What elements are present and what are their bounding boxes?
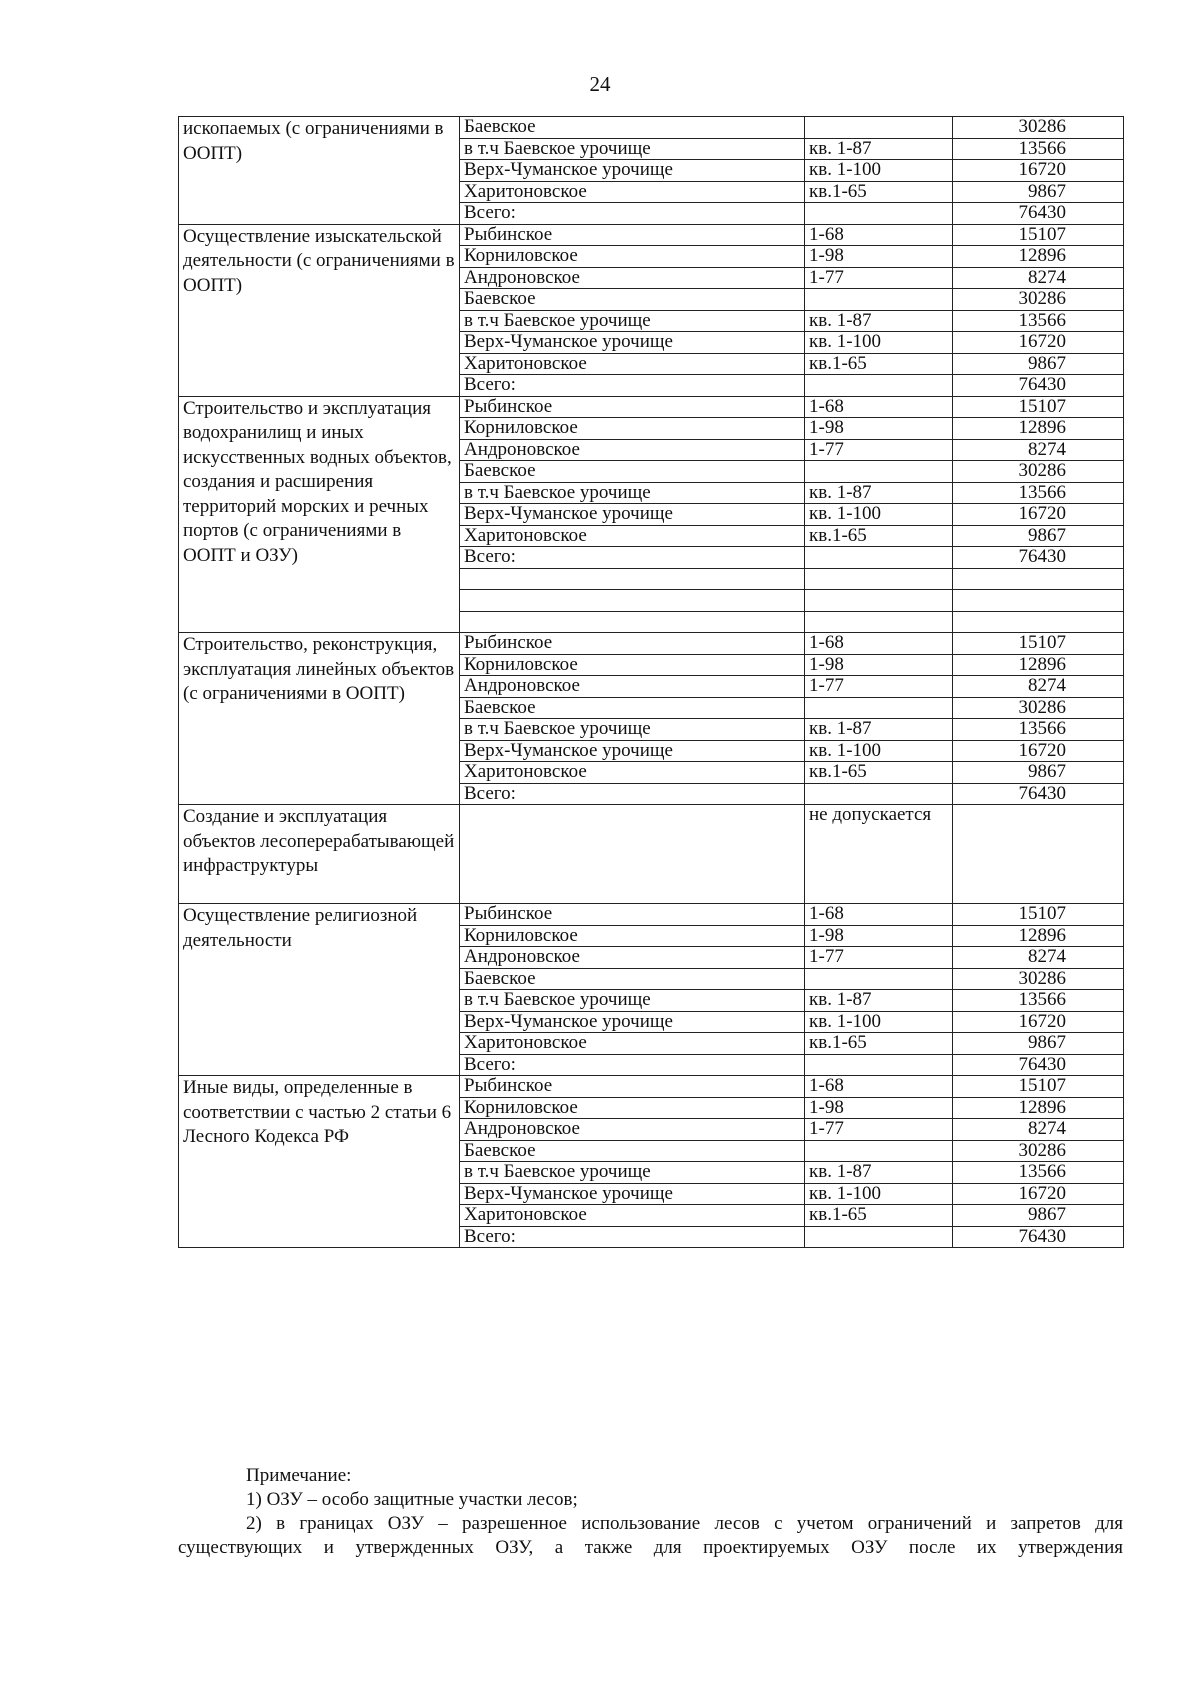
forestry-cell: Баевское	[460, 461, 805, 483]
table-row	[179, 904, 1124, 926]
purpose-cell: Строительство и эксплуатация водохранилищ и иных искусственных водных объектов, создания и расширения территорий морских и речных портов (с ограничениями в ООПТ и ОЗУ)	[179, 396, 460, 633]
area-cell: 30286	[953, 697, 1124, 719]
area-cell: 30286	[953, 968, 1124, 990]
note-item-1: 1) ОЗУ – особо защитные участки лесов;	[246, 1489, 578, 1510]
forestry-cell: Всего:	[460, 783, 805, 805]
area-cell: 16720	[953, 1011, 1124, 1033]
forestry-cell: Баевское	[460, 117, 805, 139]
forestry-cell	[460, 611, 805, 633]
blocks-cell	[805, 547, 953, 569]
area-cell: 30286	[953, 461, 1124, 483]
area-cell: 9867	[953, 181, 1124, 203]
purpose-cell: Иные виды, определенные в соответствии с частью 2 статьи 6 Лесного Кодекса РФ	[179, 1076, 460, 1248]
forestry-cell: Верх-Чуманское урочище	[460, 504, 805, 526]
table-row	[179, 224, 1124, 246]
blocks-cell: 1-77	[805, 439, 953, 461]
area-cell: 8274	[953, 1119, 1124, 1141]
blocks-cell	[805, 611, 953, 633]
blocks-cell	[805, 697, 953, 719]
purpose-cell: Создание и эксплуатация объектов лесоперерабатывающей инфраструктуры	[179, 805, 460, 904]
blocks-cell	[805, 1226, 953, 1248]
blocks-cell	[805, 968, 953, 990]
area-cell: 12896	[953, 418, 1124, 440]
forestry-cell: Харитоновское	[460, 525, 805, 547]
page-number: 24	[589, 72, 611, 96]
area-cell: 9867	[953, 1205, 1124, 1227]
forestry-cell: Андроновское	[460, 947, 805, 969]
forestry-cell	[460, 590, 805, 612]
area-cell: 9867	[953, 762, 1124, 784]
blocks-cell	[805, 289, 953, 311]
area-cell: 9867	[953, 1033, 1124, 1055]
area-cell: 76430	[953, 375, 1124, 397]
blocks-cell	[805, 117, 953, 139]
area-cell: 76430	[953, 1226, 1124, 1248]
blocks-cell: 1-68	[805, 224, 953, 246]
forestry-cell: в т.ч Баевское урочище	[460, 138, 805, 160]
area-cell: 76430	[953, 547, 1124, 569]
forestry-cell: в т.ч Баевское урочище	[460, 1162, 805, 1184]
note-item-2-line-1: 2) в границах ОЗУ – разрешенное использование лесов с учетом ограничений и запретов для	[246, 1513, 1123, 1534]
forestry-cell: Всего:	[460, 203, 805, 225]
area-cell: 30286	[953, 289, 1124, 311]
blocks-cell	[805, 375, 953, 397]
forestry-cell: Рыбинское	[460, 396, 805, 418]
blocks-cell: 1-77	[805, 1119, 953, 1141]
blocks-cell: кв. 1-100	[805, 1011, 953, 1033]
area-cell: 76430	[953, 1054, 1124, 1076]
area-cell: 16720	[953, 160, 1124, 182]
area-cell: 15107	[953, 224, 1124, 246]
forestry-cell: Харитоновское	[460, 1033, 805, 1055]
area-cell: 30286	[953, 1140, 1124, 1162]
area-cell: 13566	[953, 1162, 1124, 1184]
note-title: Примечание:	[246, 1465, 352, 1486]
area-cell: 13566	[953, 482, 1124, 504]
forestry-cell: Корниловское	[460, 654, 805, 676]
blocks-cell: кв. 1-100	[805, 504, 953, 526]
note-item-2-line-2: существующих и утвержденных ОЗУ, а также для проектируемых ОЗУ после их утверждения	[178, 1537, 1123, 1558]
forestry-cell: Рыбинское	[460, 224, 805, 246]
area-cell: 8274	[953, 439, 1124, 461]
forestry-cell: Корниловское	[460, 246, 805, 268]
forestry-cell: Верх-Чуманское урочище	[460, 1183, 805, 1205]
area-cell: 15107	[953, 396, 1124, 418]
blocks-cell: кв. 1-100	[805, 160, 953, 182]
forestry-cell: Корниловское	[460, 418, 805, 440]
area-cell: 13566	[953, 719, 1124, 741]
forestry-cell: в т.ч Баевское урочище	[460, 719, 805, 741]
blocks-cell: кв. 1-100	[805, 332, 953, 354]
area-cell: 12896	[953, 246, 1124, 268]
blocks-cell: кв.1-65	[805, 525, 953, 547]
blocks-cell: 1-98	[805, 1097, 953, 1119]
forestry-cell: Верх-Чуманское урочище	[460, 332, 805, 354]
blocks-cell: кв. 1-87	[805, 1162, 953, 1184]
forestry-cell	[460, 568, 805, 590]
area-cell	[953, 805, 1124, 904]
blocks-cell: 1-98	[805, 418, 953, 440]
purpose-cell: ископаемых (с ограничениями в ООПТ)	[179, 117, 460, 225]
forestry-cell: Харитоновское	[460, 762, 805, 784]
blocks-cell: кв. 1-100	[805, 740, 953, 762]
area-cell: 13566	[953, 138, 1124, 160]
blocks-cell: кв. 1-87	[805, 719, 953, 741]
area-cell: 15107	[953, 1076, 1124, 1098]
area-cell	[953, 611, 1124, 633]
blocks-cell: 1-68	[805, 904, 953, 926]
forestry-cell: Харитоновское	[460, 1205, 805, 1227]
blocks-cell	[805, 783, 953, 805]
forestry-cell: Верх-Чуманское урочище	[460, 1011, 805, 1033]
blocks-cell: кв. 1-87	[805, 482, 953, 504]
purpose-cell: Строительство, реконструкция, эксплуатация линейных объектов (с ограничениями в ООПТ)	[179, 633, 460, 805]
forestry-cell: Андроновское	[460, 267, 805, 289]
table-row	[179, 805, 1124, 904]
blocks-cell: кв.1-65	[805, 762, 953, 784]
forestry-cell: Рыбинское	[460, 633, 805, 655]
blocks-cell: кв. 1-87	[805, 990, 953, 1012]
blocks-cell: 1-98	[805, 246, 953, 268]
area-cell: 13566	[953, 310, 1124, 332]
blocks-cell: 1-68	[805, 396, 953, 418]
table-row	[179, 117, 1124, 139]
area-cell: 15107	[953, 633, 1124, 655]
area-cell: 9867	[953, 353, 1124, 375]
forestry-cell: Андроновское	[460, 439, 805, 461]
area-cell: 8274	[953, 947, 1124, 969]
blocks-cell: кв. 1-100	[805, 1183, 953, 1205]
forestry-cell: Харитоновское	[460, 353, 805, 375]
area-cell: 16720	[953, 1183, 1124, 1205]
area-cell: 13566	[953, 990, 1124, 1012]
forestry-cell: в т.ч Баевское урочище	[460, 990, 805, 1012]
area-cell	[953, 590, 1124, 612]
blocks-cell: 1-98	[805, 654, 953, 676]
forestry-cell: Всего:	[460, 547, 805, 569]
forestry-cell: Верх-Чуманское урочище	[460, 740, 805, 762]
table-row	[179, 396, 1124, 418]
area-cell	[953, 568, 1124, 590]
blocks-cell: 1-68	[805, 633, 953, 655]
blocks-cell: 1-68	[805, 1076, 953, 1098]
blocks-cell: не допускается	[805, 805, 953, 904]
purpose-cell: Осуществление изыскательской деятельности (с ограничениями в ООПТ)	[179, 224, 460, 396]
blocks-cell: кв. 1-87	[805, 138, 953, 160]
forestry-cell: Харитоновское	[460, 181, 805, 203]
blocks-cell: кв.1-65	[805, 353, 953, 375]
forestry-cell: Андроновское	[460, 1119, 805, 1141]
blocks-cell	[805, 203, 953, 225]
area-cell: 30286	[953, 117, 1124, 139]
forestry-cell: Баевское	[460, 289, 805, 311]
forestry-cell: Корниловское	[460, 1097, 805, 1119]
forestry-cell: Рыбинское	[460, 1076, 805, 1098]
forestry-cell: Рыбинское	[460, 904, 805, 926]
area-cell: 16720	[953, 332, 1124, 354]
forest-use-table	[178, 116, 1124, 1248]
forestry-cell: в т.ч Баевское урочище	[460, 482, 805, 504]
forestry-cell: Всего:	[460, 375, 805, 397]
forestry-cell: Всего:	[460, 1054, 805, 1076]
blocks-cell: 1-77	[805, 267, 953, 289]
area-cell: 15107	[953, 904, 1124, 926]
blocks-cell	[805, 590, 953, 612]
area-cell: 9867	[953, 525, 1124, 547]
area-cell: 76430	[953, 783, 1124, 805]
forestry-cell: Баевское	[460, 697, 805, 719]
note-block	[178, 1464, 1123, 1560]
forestry-cell	[460, 805, 805, 904]
area-cell: 8274	[953, 267, 1124, 289]
blocks-cell	[805, 1054, 953, 1076]
table-row	[179, 633, 1124, 655]
blocks-cell	[805, 461, 953, 483]
forestry-cell: Верх-Чуманское урочище	[460, 160, 805, 182]
blocks-cell: 1-98	[805, 925, 953, 947]
blocks-cell: кв.1-65	[805, 181, 953, 203]
blocks-cell: 1-77	[805, 947, 953, 969]
blocks-cell	[805, 568, 953, 590]
forestry-cell: Андроновское	[460, 676, 805, 698]
blocks-cell: кв. 1-87	[805, 310, 953, 332]
area-cell: 12896	[953, 925, 1124, 947]
purpose-cell: Осуществление религиозной деятельности	[179, 904, 460, 1076]
forestry-cell: в т.ч Баевское урочище	[460, 310, 805, 332]
area-cell: 16720	[953, 740, 1124, 762]
area-cell: 12896	[953, 654, 1124, 676]
area-cell: 8274	[953, 676, 1124, 698]
blocks-cell	[805, 1140, 953, 1162]
forestry-cell: Баевское	[460, 1140, 805, 1162]
area-cell: 76430	[953, 203, 1124, 225]
blocks-cell: 1-77	[805, 676, 953, 698]
forestry-cell: Корниловское	[460, 925, 805, 947]
forestry-cell: Всего:	[460, 1226, 805, 1248]
blocks-cell: кв.1-65	[805, 1205, 953, 1227]
blocks-cell: кв.1-65	[805, 1033, 953, 1055]
area-cell: 16720	[953, 504, 1124, 526]
forestry-cell: Баевское	[460, 968, 805, 990]
area-cell: 12896	[953, 1097, 1124, 1119]
table-row	[179, 1076, 1124, 1098]
